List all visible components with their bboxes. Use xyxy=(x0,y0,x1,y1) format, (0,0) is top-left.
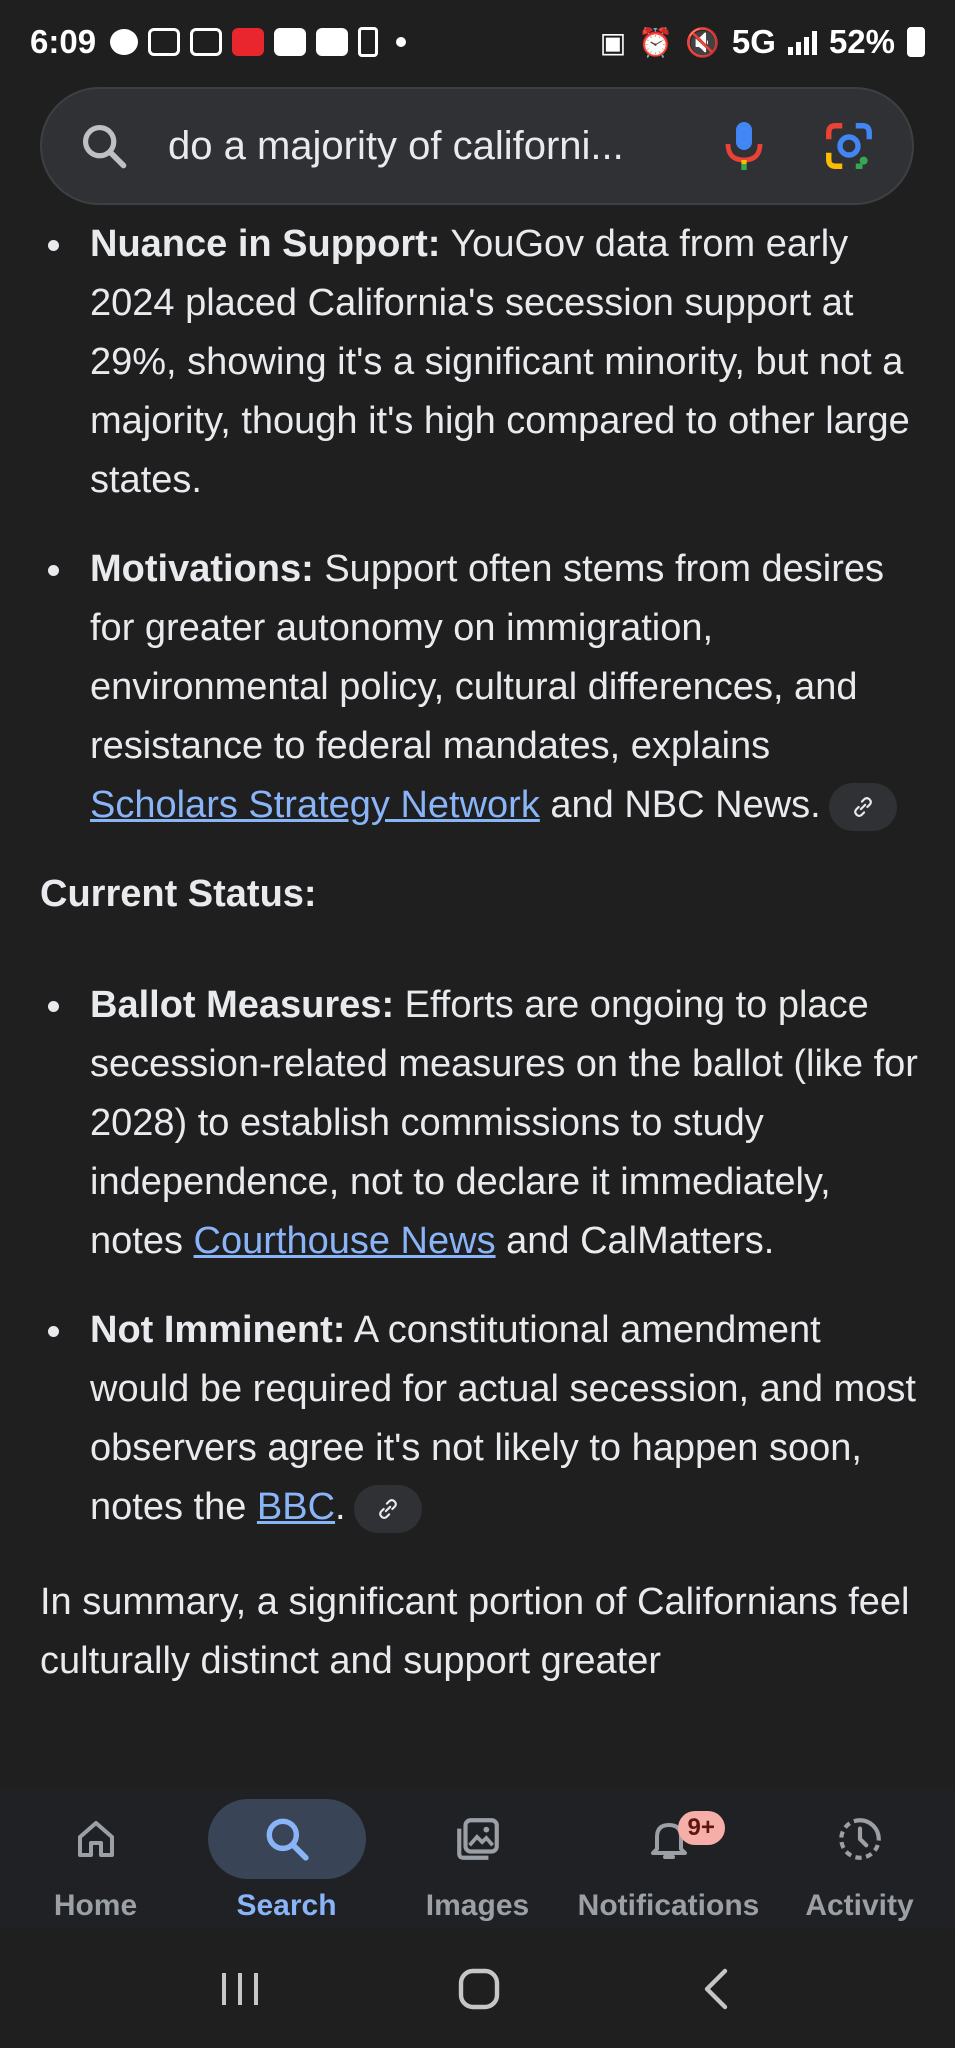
source-link-bbc[interactable]: BBC xyxy=(256,1486,336,1528)
nav-icon-container xyxy=(399,1799,557,1879)
nav-item-home[interactable] xyxy=(1,1799,191,1923)
notification-badge: 9+ xyxy=(678,1811,725,1845)
alarm-icon: ⏰ xyxy=(638,26,674,58)
search-icon xyxy=(262,1814,312,1864)
bottom-navigation xyxy=(0,1789,955,1929)
activity-icon xyxy=(835,1814,885,1864)
nav-icon-container xyxy=(781,1799,939,1879)
battery-level: 52% xyxy=(828,23,895,60)
google-lens-icon[interactable] xyxy=(822,119,876,173)
card-icon xyxy=(274,28,306,56)
bullet-text: Efforts are ongoing to place secession-related measures on the ballot (like for 2028) to establish commissions to study independence, not to declare it immediately, notes xyxy=(90,984,918,1262)
notification-icons xyxy=(110,27,406,57)
bullet-label: Ballot Measures: xyxy=(90,984,395,1026)
search-input[interactable]: do a majority of californi... xyxy=(168,123,624,168)
source-link-chip[interactable] xyxy=(829,783,897,831)
nav-item-notifications[interactable] xyxy=(574,1799,764,1923)
nav-label: Notifications xyxy=(577,1889,760,1922)
phone-icon xyxy=(358,27,378,57)
bullet-list xyxy=(0,976,955,1537)
status-bar xyxy=(0,0,955,84)
bullet-text: A constitutional amendment would be required for actual secession, and most observers agree it's not likely to happen soon, notes the xyxy=(90,1309,916,1528)
list-item xyxy=(90,976,919,1271)
bullet-text: YouGov data from early 2024 placed California's secession support at 29%, showing it's a significant minority, but not a majority, though it's high compared to other large states. xyxy=(90,223,910,501)
nav-label: Home xyxy=(53,1889,138,1922)
wallet-icon xyxy=(190,28,222,56)
images-icon xyxy=(453,1814,503,1864)
source-link-courthouse-news[interactable]: Courthouse News xyxy=(193,1220,496,1262)
list-item xyxy=(90,215,919,510)
status-time: 6:09 xyxy=(30,23,97,60)
nav-item-images[interactable] xyxy=(383,1799,573,1923)
nav-icon-container xyxy=(17,1799,175,1879)
bullet-text: Support often stems from desires for greater autonomy on immigration, environmental policy, cultural differences, and resistance to federal mandates, explains xyxy=(90,548,885,767)
nav-item-search[interactable] xyxy=(192,1799,382,1923)
nav-icon-container xyxy=(590,1799,748,1879)
bullet-label: Motivations: xyxy=(90,548,314,590)
card-icon xyxy=(316,28,348,56)
search-icon[interactable] xyxy=(78,120,130,172)
back-icon[interactable] xyxy=(697,1967,737,2011)
mute-icon: 🔇 xyxy=(685,26,720,58)
nav-label: Search xyxy=(236,1889,337,1922)
summary-paragraph: In summary, a significant portion of Californians feel culturally distinct and support greater xyxy=(40,1581,910,1682)
bullet-text: . xyxy=(335,1486,346,1528)
link-icon xyxy=(850,794,876,820)
bullet-text: and CalMatters. xyxy=(495,1220,775,1262)
nav-item-activity[interactable] xyxy=(765,1799,955,1923)
app-icon xyxy=(232,28,264,56)
battery-saver-icon: ▣ xyxy=(599,26,627,58)
more-notifications-dot xyxy=(396,37,406,47)
bullet-list xyxy=(0,215,955,835)
section-heading: Current Status: xyxy=(40,873,317,915)
bullet-text: and NBC News. xyxy=(539,784,821,826)
message-icon xyxy=(110,29,138,55)
ai-overview-content xyxy=(0,215,955,1790)
battery-icon xyxy=(907,27,925,57)
link-icon xyxy=(375,1496,401,1522)
microphone-icon[interactable] xyxy=(720,118,768,174)
status-right xyxy=(600,23,925,61)
network-type: 5G xyxy=(731,23,776,60)
list-item xyxy=(90,1301,919,1537)
home-button-icon[interactable] xyxy=(457,1967,501,2011)
nav-icon-container xyxy=(208,1799,366,1879)
wallet-icon xyxy=(148,28,180,56)
list-item xyxy=(90,540,919,835)
nav-label: Activity xyxy=(805,1889,914,1922)
home-icon xyxy=(72,1815,120,1863)
nav-label: Images xyxy=(425,1889,530,1922)
source-link-scholars-strategy-network[interactable]: Scholars Strategy Network xyxy=(90,784,540,826)
search-bar[interactable] xyxy=(40,87,914,205)
signal-icon xyxy=(788,29,817,55)
bullet-label: Nuance in Support: xyxy=(90,223,441,265)
system-navigation-bar xyxy=(0,1929,955,2048)
recent-apps-icon[interactable] xyxy=(218,1969,262,2009)
bullet-label: Not Imminent: xyxy=(90,1309,346,1351)
source-link-chip[interactable] xyxy=(354,1485,422,1533)
